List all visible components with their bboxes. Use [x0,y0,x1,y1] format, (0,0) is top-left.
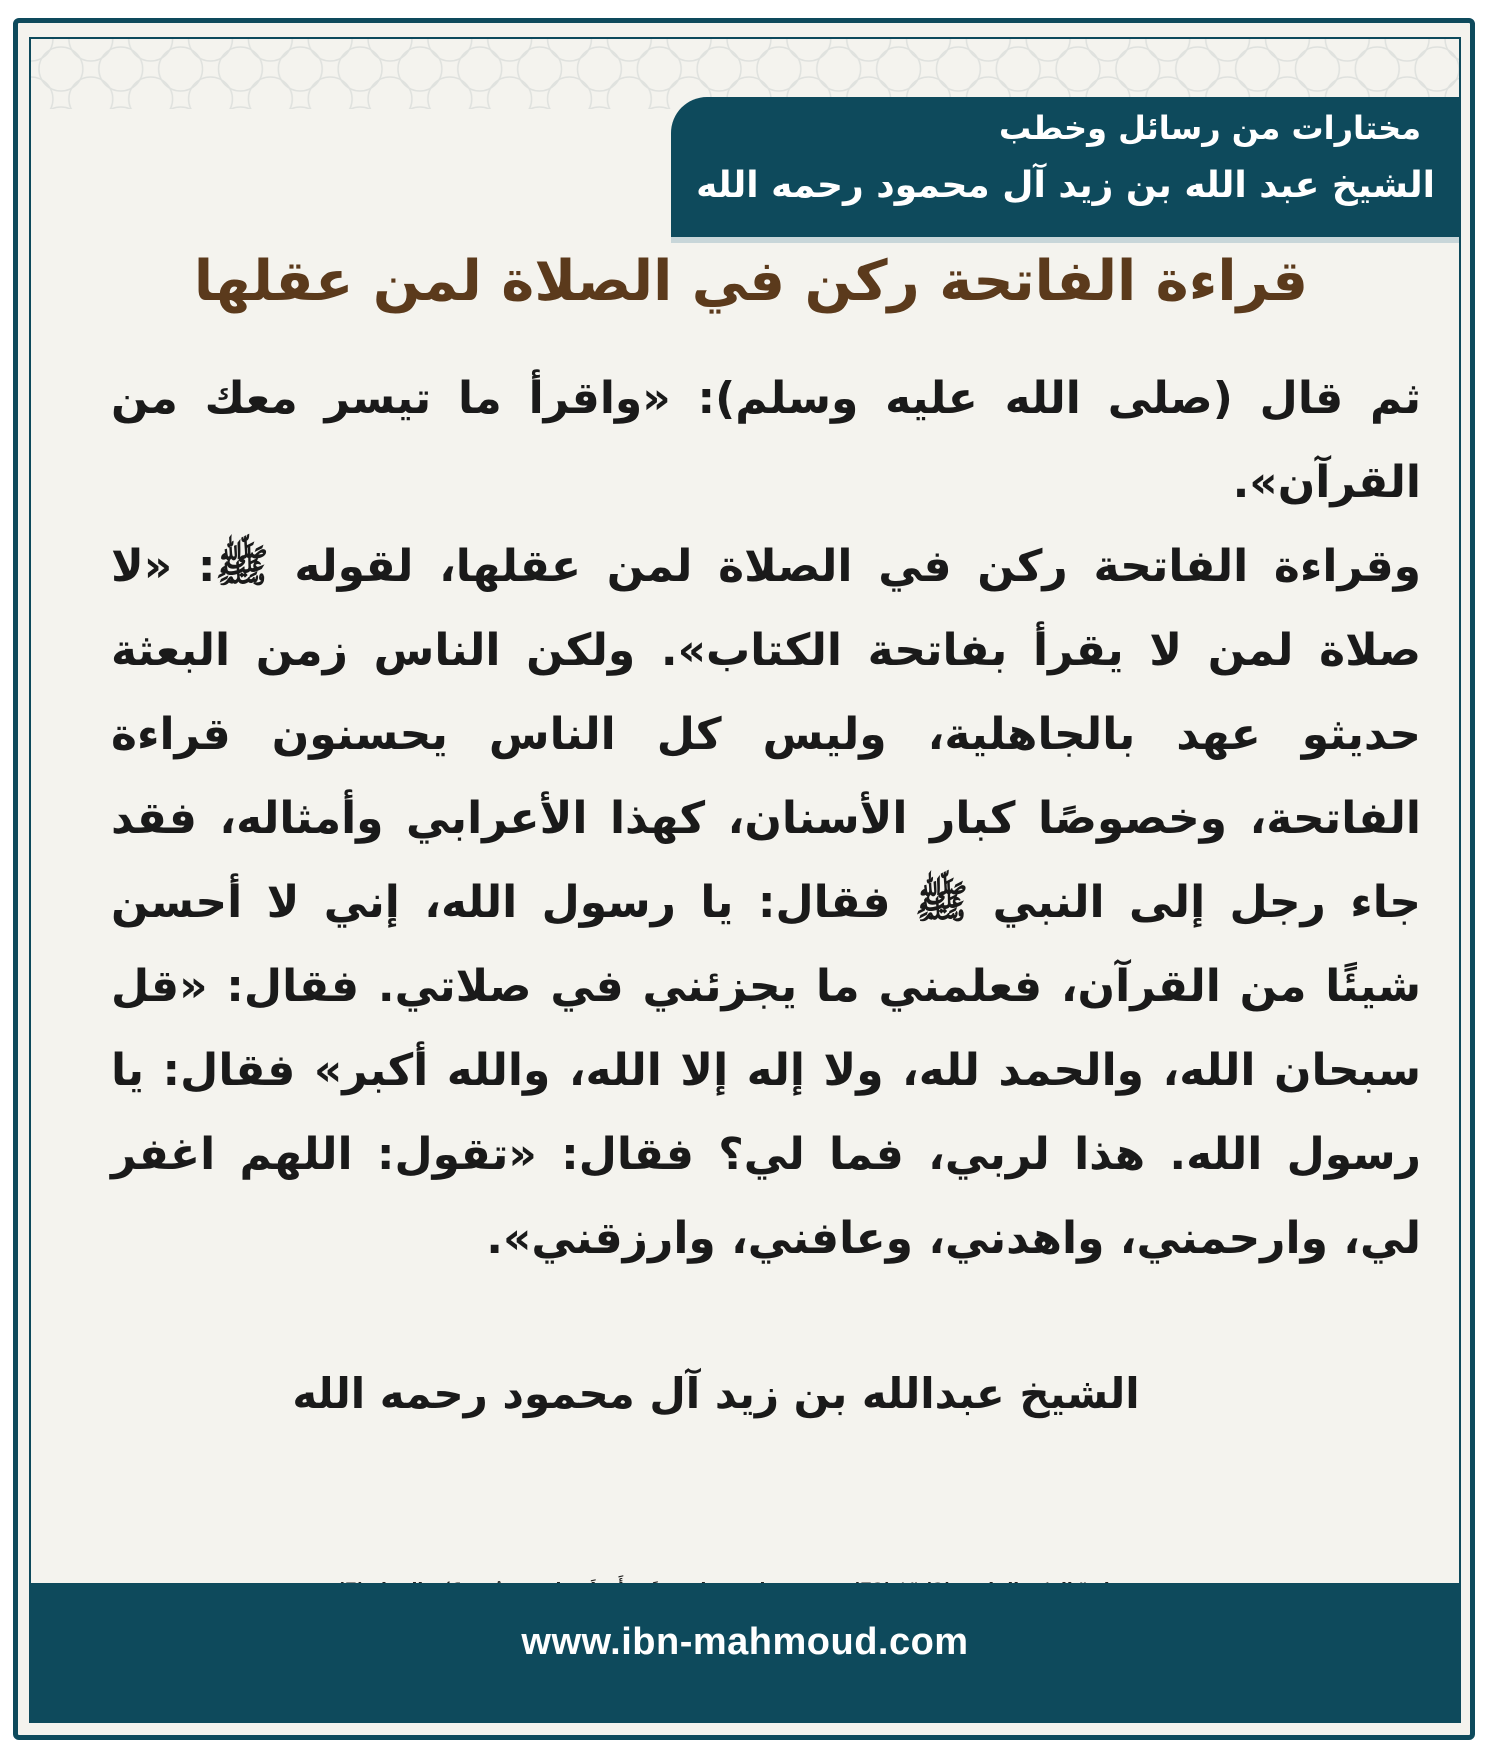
body-paragraph-1: ثم قال (صلى الله عليه وسلم): «واقرأ ما تيسر معك من القرآن». [111,373,1421,508]
footer-banner [31,1583,1459,1721]
body-paragraph-2: وقراءة الفاتحة ركن في الصلاة لمن عقلها، لقوله ﷺ: «لا صلاة لمن لا يقرأ بفاتحة الكتاب». ولكن الناس زمن البعثة حديثو عهد بالجاهلية، وليس كل الناس يحسنون قراءة الفاتحة، وخصوصًا كبار الأسنان، كهذا الأعرابي وأمثاله، فقد جاء رجل إلى النبي ﷺ فقال: يا رسول الله، إني لا أحسن شيئًا من القرآن، فعلمني ما يجزئني في صلاتي. فقال: «قل سبحان الله، والحمد لله، ولا إله إلا الله، والله أكبر» فقال: يا رسول الله. هذا لربي، فما لي؟ فقال: «تقول: اللهم اغفر لي، وارحمني، واهدني، وعافني، وارزقني». [111,541,1421,1264]
author-signature: الشيخ عبدالله بن زيد آل محمود رحمه الله [292,1369,1140,1418]
page-title: قراءة الفاتحة ركن في الصلاة لمن عقلها [193,249,1309,314]
header-series-title: مختارات من رسائل وخطب [998,109,1421,147]
website-link[interactable]: www.ibn-mahmoud.com [521,1621,969,1663]
header-banner [671,97,1459,237]
header-author-name: الشيخ عبد الله بن زيد آل محمود رحمه الله [696,165,1435,206]
article-body [111,357,1421,1281]
inner-frame [29,37,1461,1723]
